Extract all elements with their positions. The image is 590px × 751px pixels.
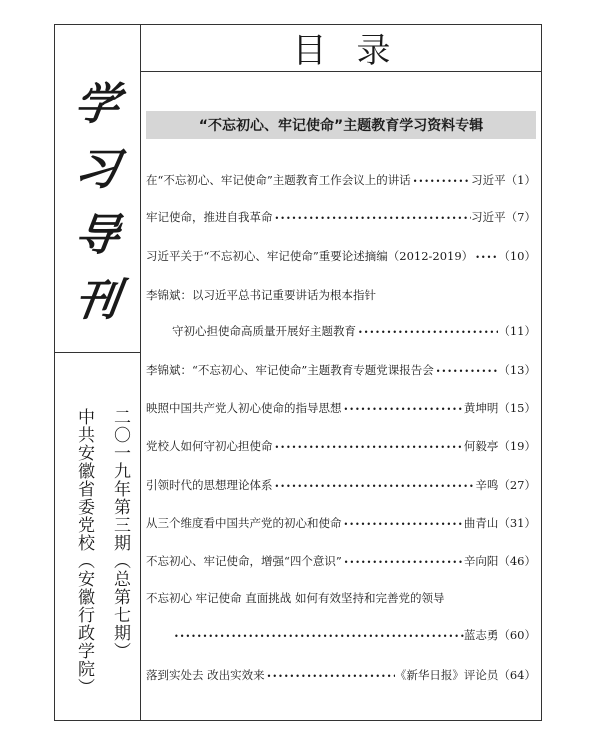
toc-page: （13）: [498, 363, 536, 377]
toc-title: 党校人如何守初心担使命: [146, 439, 273, 453]
logo-char: 刊: [71, 274, 123, 326]
toc-title: 引领时代的思想理论体系: [146, 478, 273, 492]
toc-author: 习近平: [471, 210, 506, 224]
toc-title: 李锦斌：“不忘初心、牢记使命”主题教育专题党课报告会: [146, 363, 434, 377]
toc-entry[interactable]: [172, 316, 536, 346]
toc-title: 落到实处去 改出实效来: [146, 668, 265, 682]
toc-author: 辛向阳: [463, 554, 499, 568]
toc-page: （19）: [498, 439, 536, 453]
dot-leader: [342, 401, 464, 415]
column-divider: [140, 24, 141, 721]
toc-entry[interactable]: [172, 620, 536, 650]
toc-entry[interactable]: [146, 660, 536, 690]
toc-title: 在“不忘初心、牢记使命”主题教育工作会议上的讲话: [146, 173, 411, 187]
toc-title: 映照中国共产党人初心使命的指导思想: [146, 401, 342, 415]
toc-page: （7）: [505, 210, 536, 224]
toc-page: （1）: [505, 173, 536, 187]
dot-leader: [265, 668, 395, 682]
dot-leader: [342, 516, 464, 530]
toc-author: 何毅亭: [463, 439, 499, 453]
toc-entry[interactable]: [146, 393, 536, 423]
journal-logo: [62, 78, 132, 328]
dot-leader: [411, 173, 471, 187]
logo-char: 习: [71, 144, 123, 196]
toc-title: 习近平关于“不忘初心、牢记使命”重要论述摘编（2012-2019）: [146, 249, 474, 263]
toc-title: 守初心担使命高质量开展好主题教育: [172, 324, 356, 338]
dot-leader: [273, 478, 476, 492]
publisher-name: 中共安徽省委党校（安徽行政学院）: [74, 408, 94, 696]
toc-page: （46）: [498, 554, 536, 568]
toc-entry[interactable]: [146, 583, 536, 613]
logo-char: 导: [71, 209, 123, 261]
toc-entry[interactable]: [146, 546, 536, 576]
toc-title: 不忘初心 牢记使命 直面挑战 如何有效坚持和完善党的领导: [146, 591, 445, 605]
toc-page: （60）: [498, 628, 536, 642]
toc-entry[interactable]: [146, 508, 536, 538]
dot-leader: [273, 210, 472, 224]
toc-page: （64）: [498, 668, 536, 682]
toc-entry[interactable]: [146, 355, 536, 385]
toc-author: 习近平: [471, 173, 506, 187]
toc-page: （11）: [498, 324, 536, 338]
toc-entry[interactable]: [146, 431, 536, 461]
toc-title: 从三个维度看中国共产党的初心和使命: [146, 516, 342, 530]
dot-leader: [356, 324, 498, 338]
dot-leader: [434, 363, 499, 377]
toc-page: （31）: [498, 516, 536, 530]
toc-page: （27）: [498, 478, 536, 492]
toc-title: 不忘初心、牢记使命，增强“四个意识”: [146, 554, 342, 568]
dot-leader: [342, 554, 464, 568]
toc-author: 曲青山: [463, 516, 499, 530]
section-banner: “不忘初心、牢记使命”主题教育学习资料专辑: [146, 111, 536, 139]
dot-leader: [172, 628, 464, 642]
toc-entry[interactable]: [146, 241, 536, 271]
toc-author: 蓝志勇: [463, 628, 499, 642]
toc-entry[interactable]: [146, 280, 536, 310]
toc-page: （15）: [498, 401, 536, 415]
toc-author: 《新华日报》评论员: [394, 668, 499, 682]
issue-info: 二〇一九年第三期（总第七期）: [110, 408, 130, 660]
page-title: 目录: [292, 31, 421, 71]
left-section-divider: [54, 352, 141, 353]
toc-page: （10）: [498, 249, 536, 263]
toc-entry[interactable]: [146, 470, 536, 500]
toc-entry[interactable]: [146, 202, 536, 232]
dot-leader: [273, 439, 464, 453]
logo-char: 学: [71, 79, 123, 130]
dot-leader: [473, 249, 498, 263]
toc-title: 牢记使命，推进自我革命: [146, 210, 273, 224]
toc-author: 黄坤明: [463, 401, 499, 415]
toc-entry[interactable]: [146, 165, 536, 195]
toc-author: 辛鸣: [475, 478, 499, 492]
toc-title: 李锦斌：以习近平总书记重要讲话为根本指针: [146, 288, 376, 302]
